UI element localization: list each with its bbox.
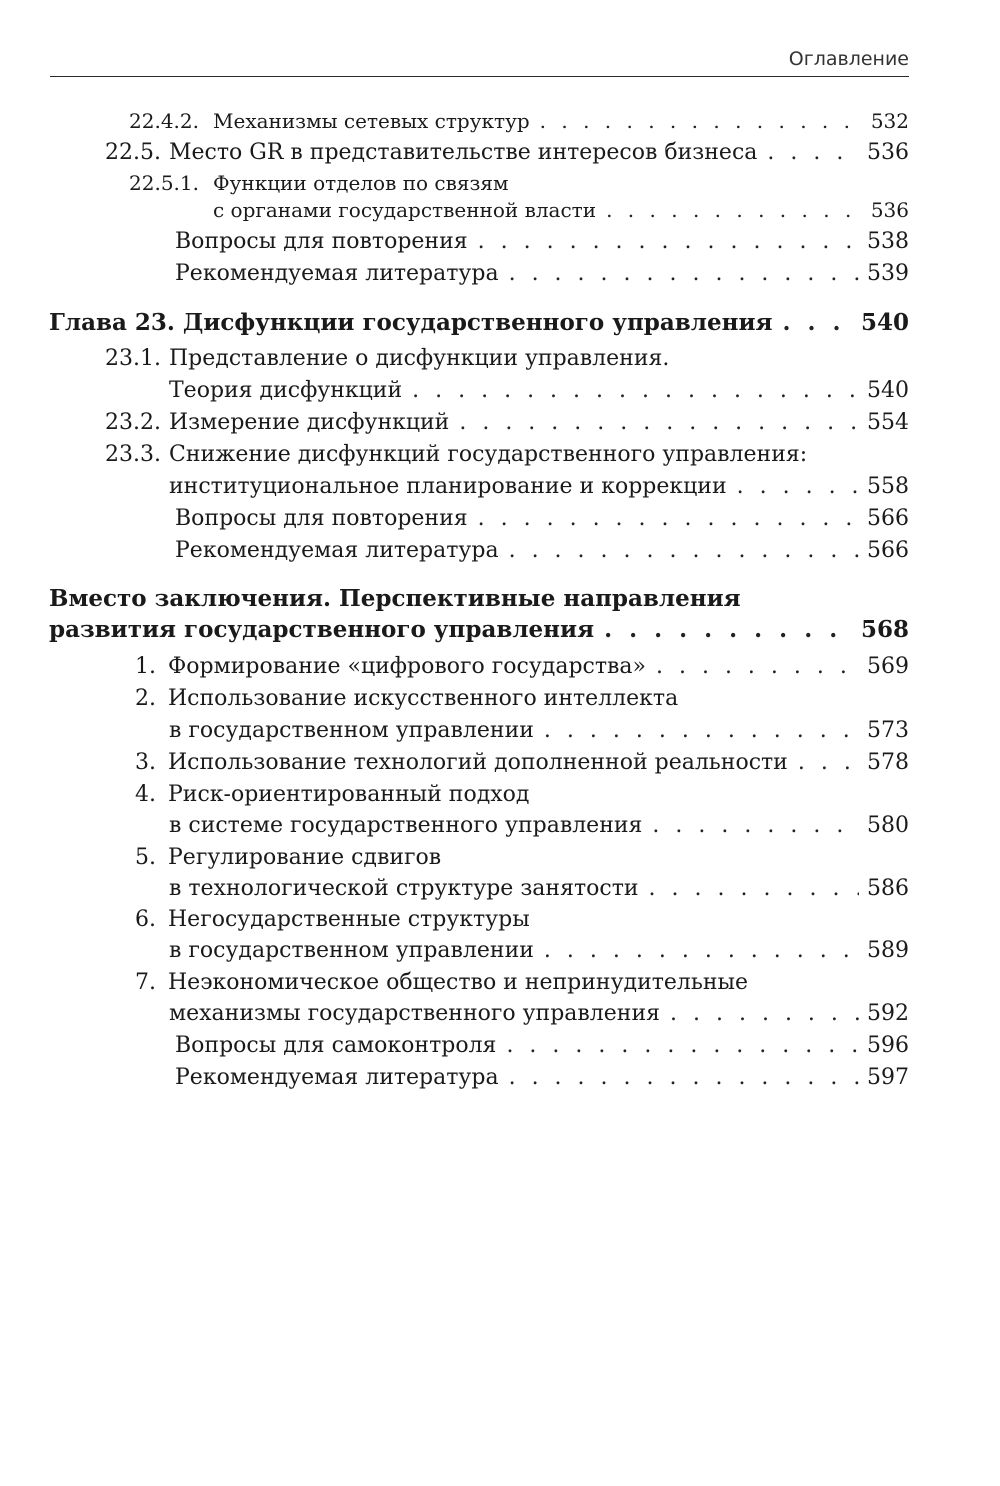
toc-entry-number: 22.4.2. [129, 109, 199, 133]
toc-entry-page: 596 [867, 1033, 909, 1058]
toc-entry-page: 589 [867, 938, 909, 963]
chapter-title: развития государственного управления [49, 616, 595, 643]
toc-entry-title: Представление о дисфункции управления. [169, 346, 670, 371]
toc-entry-page: 586 [867, 876, 909, 901]
dot-leader [798, 747, 859, 779]
toc-entry[interactable] [103, 407, 909, 439]
dot-leader [604, 614, 853, 646]
toc-entry-number: 22.5.1. [129, 171, 199, 195]
toc-entry[interactable] [120, 683, 909, 715]
toc-entry[interactable] [103, 439, 909, 471]
toc-entry-page: 580 [867, 813, 909, 838]
toc-entry-title: в технологической структуре занятости [169, 876, 639, 901]
chapter-title: Глава 23. Дисфункции государственного управления [49, 309, 773, 336]
toc-entry-number: 4. [135, 782, 156, 807]
toc-entry[interactable] [175, 1030, 909, 1062]
dot-leader [540, 105, 863, 137]
toc-entry[interactable] [120, 651, 909, 683]
toc-entry[interactable] [103, 343, 909, 375]
dot-leader [652, 810, 859, 842]
dot-leader [459, 407, 859, 439]
toc-entry-number: 23.3. [105, 442, 161, 467]
dot-leader [509, 258, 859, 290]
toc-entry-title: Риск-ориентированный подход [168, 782, 530, 807]
toc-entry-page: 554 [867, 410, 909, 435]
toc-entry-page: 540 [867, 378, 909, 403]
toc-entry[interactable] [120, 904, 909, 936]
dot-leader [412, 375, 859, 407]
chapter-title: Вместо заключения. Перспективные направления [49, 585, 741, 612]
toc-entry-page: 538 [867, 229, 909, 254]
toc-entry[interactable] [175, 535, 909, 567]
toc-entry-page: 532 [870, 109, 909, 133]
toc-entry-title: Функции отделов по связям [213, 171, 509, 195]
toc-entry-page: 558 [867, 474, 909, 499]
toc-entry-page: 536 [867, 140, 909, 165]
toc-entry-number: 6. [135, 907, 156, 932]
toc-entry-page: 568 [860, 616, 909, 643]
toc-entry-page: 597 [867, 1065, 909, 1090]
dot-leader [544, 935, 859, 967]
toc-entry-title: в государственном управлении [169, 938, 534, 963]
toc-entry-page: 592 [867, 1001, 909, 1026]
dot-leader [606, 194, 863, 226]
toc-entry[interactable] [120, 967, 909, 999]
dot-leader [737, 471, 859, 503]
dot-leader [649, 873, 859, 905]
dot-leader [509, 535, 859, 567]
toc-entry-number: 23.1. [105, 346, 161, 371]
toc-entry-title: Снижение дисфункций государственного управления: [169, 442, 808, 467]
toc-entry-number: 7. [135, 970, 156, 995]
toc-entry-title: Неэкономическое общество и непринудительные [168, 970, 749, 995]
toc-entry-title: Вопросы для повторения [175, 506, 468, 531]
toc-entry-title: механизмы государственного управления [169, 1001, 661, 1026]
running-title: Оглавление [788, 48, 909, 70]
dot-leader [656, 651, 859, 683]
toc-entry-page: 539 [867, 261, 909, 286]
dot-leader [506, 1030, 859, 1062]
toc-entry-title: Место GR в представительстве интересов бизнеса [169, 140, 758, 165]
toc-chapter-continuation[interactable] [49, 614, 909, 646]
toc-entry-number: 2. [135, 686, 156, 711]
toc-entry-continuation[interactable] [169, 873, 909, 905]
toc-entry-continuation[interactable] [213, 194, 909, 226]
dot-leader [767, 137, 859, 169]
toc-entry-continuation[interactable] [169, 375, 909, 407]
toc-entry-title: Регулирование сдвигов [168, 845, 442, 870]
dot-leader [544, 715, 859, 747]
toc-entry-title: с органами государственной власти [213, 198, 597, 222]
toc-entry-continuation[interactable] [169, 998, 909, 1030]
toc-entry-page: 566 [867, 538, 909, 563]
toc-entry-title: Механизмы сетевых структур [213, 109, 530, 133]
dot-leader [783, 307, 853, 339]
dot-leader [670, 998, 859, 1030]
toc-entry[interactable] [120, 842, 909, 874]
toc-entry-page: 573 [867, 718, 909, 743]
toc-entry[interactable] [175, 503, 909, 535]
toc-entry[interactable] [120, 779, 909, 811]
toc-entry-title: Рекомендуемая литература [175, 538, 499, 563]
toc-entry-number: 5. [135, 845, 156, 870]
toc-entry-number: 1. [135, 654, 156, 679]
toc-entry-title: институциональное планирование и коррекции [169, 474, 727, 499]
toc-entry[interactable] [175, 258, 909, 290]
toc-entry-title: Вопросы для самоконтроля [175, 1033, 497, 1058]
toc-entry-title: Измерение дисфункций [169, 410, 450, 435]
toc-chapter[interactable] [49, 307, 909, 339]
toc-entry-title: Использование искусственного интеллекта [168, 686, 679, 711]
toc-entry-title: Формирование «цифрового государства» [168, 654, 646, 679]
toc-entry-number: 23.2. [105, 410, 161, 435]
toc-entry[interactable] [175, 1062, 909, 1094]
toc-entry-title: Вопросы для повторения [175, 229, 468, 254]
toc-entry-page: 569 [867, 654, 909, 679]
toc-entry-page: 540 [860, 309, 909, 336]
toc-entry[interactable] [120, 747, 909, 779]
toc-entry-title: в системе государственного управления [169, 813, 643, 838]
toc-entry-title: в государственном управлении [169, 718, 534, 743]
toc-entry-page: 536 [870, 198, 909, 222]
toc-entry[interactable] [103, 105, 909, 137]
toc-entry-continuation[interactable] [169, 935, 909, 967]
toc-entry-page: 578 [867, 750, 909, 775]
toc-entry-continuation[interactable] [169, 715, 909, 747]
dot-leader [478, 503, 859, 535]
toc-entry-title: Рекомендуемая литература [175, 261, 499, 286]
toc-entry-continuation[interactable] [169, 471, 909, 503]
toc-entry[interactable] [103, 137, 909, 169]
toc-entry-continuation[interactable] [169, 810, 909, 842]
dot-leader [478, 226, 859, 258]
toc-entry-number: 22.5. [105, 140, 161, 165]
toc-entry-title: Использование технологий дополненной реальности [168, 750, 788, 775]
toc-entry-number: 3. [135, 750, 156, 775]
toc-entry-title: Негосударственные структуры [168, 907, 530, 932]
toc-chapter[interactable] [49, 583, 909, 615]
toc-entry-title: Рекомендуемая литература [175, 1065, 499, 1090]
dot-leader [509, 1062, 859, 1094]
toc-entry-page: 566 [867, 506, 909, 531]
toc-entry-title: Теория дисфункций [169, 378, 403, 403]
toc-entry[interactable] [175, 226, 909, 258]
